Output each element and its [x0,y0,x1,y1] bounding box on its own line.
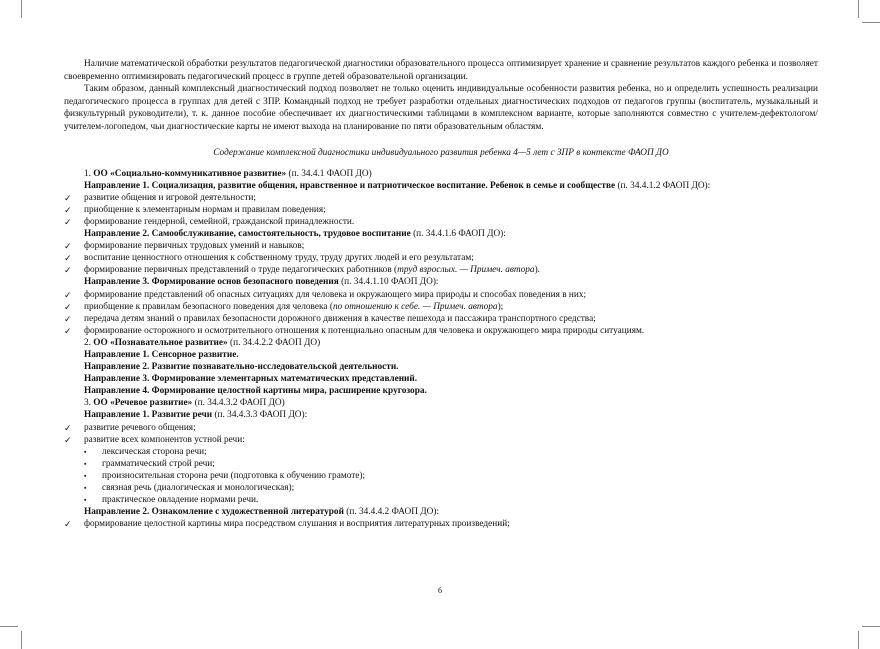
crop-mark-right-top [862,22,880,23]
line-text: развитие общения и игровой деятельности; [84,192,256,203]
check-icon: ✓ [64,301,72,312]
check-icon: ✓ [64,241,72,252]
line-bold-text: ОО «Социально-коммуникативное развитие» [93,168,287,179]
list-item [64,204,818,216]
check-icon: ✓ [64,325,72,336]
line-bold-text: Направление 1. Сенсорное развитие. [84,349,239,360]
check-icon: ✓ [64,313,72,324]
square-bullet-icon: ▪ [84,471,87,480]
line-text: ); [497,301,504,312]
line-text: воспитание ценностного отношения к собственному труду, труду других людей и его результатам; [84,253,474,264]
line-text: (п. 34.4.2.2 ФАОП ДО) [227,337,321,348]
list-item [64,264,818,276]
list-item [64,252,818,264]
list-item [64,240,818,252]
paragraph-2: Таким образом, данный комплексный диагностический подход позволяет не только оценить индивидуальные особенности развития ребенка, но и определить успешность реализации педагогического процесса в группах для детей с ЗПР. Командный подход не требует разработки отдельных диагностических подходов от педагогов группы (воспитатель, музыкальный и физкультурный руководители), т. к. данное пособие обеспечивает их диагностическими таблицами в комплексном варианте, которые заполняются совместно с учителем-дефектологом/учителем-логопедом, чьи диагностические карты не имеют выхода на планирование по пяти образовательным областям. [64,84,818,132]
check-icon: ✓ [64,204,72,215]
heading-line [64,397,818,409]
paragraph-1: Наличие математической обработки результатов педагогической диагностики образовательного процесса оптимизирует хранение и сравнение результатов каждого ребенка и позволяет своевременно оптимизировать педагогический процесс в группе детей образовательной организации. [64,59,818,82]
heading-line [64,180,818,192]
list-item [64,325,818,337]
line-text: развитие речевого общения; [84,422,196,433]
line-bold-text: ОО «Речевое развитие» [93,398,193,409]
heading-line [64,168,818,180]
crop-mark-bottom-right [858,631,859,649]
document-page [64,58,818,530]
line-text: формирование осторожного и осмотрительного отношения к потенциально опасным для человека и окружающего мира природы ситуациям. [84,325,645,336]
line-bold-text: Направление 2. Развитие познавательно-исследовательской деятельности. [84,362,399,373]
line-text: (п. 34.4.1.10 ФАОП ДО): [338,277,439,288]
check-icon: ✓ [64,253,72,264]
square-bullet-icon: ▪ [84,447,87,456]
check-icon: ✓ [64,216,72,227]
list-item [64,470,818,482]
line-bold-text: Направление 3. Формирование основ безопасного поведения [84,277,339,288]
check-icon: ✓ [64,289,72,300]
line-italic-text: труд взрослых. — Примеч. автора [397,265,535,276]
list-item [64,422,818,434]
content-list [64,168,818,531]
heading-line [64,409,818,421]
line-text: (п. 34.4.4.2 ФАОП ДО): [343,507,440,518]
line-text: произносительная сторона речи (подготовка к обучению грамоте); [102,470,366,481]
line-text: 3. [84,398,94,409]
line-text: 1. [84,168,94,179]
crop-mark-right-bottom [862,626,880,627]
line-text: формирование представлений об опасных ситуациях для человека и окружающего мира природы и способах поведения в них; [84,289,587,300]
line-text: формирование гендерной, семейной, гражданской принадлежности. [84,216,355,227]
square-bullet-icon: ▪ [84,496,87,505]
line-text: (п. 34.4.1.2 ФАОП ДО): [615,180,711,191]
line-bold-text: Направление 1. Развитие речи [84,410,213,421]
line-text: 2. [84,337,94,348]
line-text: развитие всех компонентов устной речи: [84,434,245,445]
check-icon: ✓ [64,192,72,203]
line-bold-text: Направление 2. Ознакомление с художественной литературой [84,507,344,518]
heading-line [64,228,818,240]
square-bullet-icon: ▪ [84,484,87,492]
line-text: (п. 34.4.1 ФАОП ДО) [286,168,372,179]
crop-mark-bottom-left [21,631,22,649]
line-bold-text: Направление 1. Социализация, развитие общения, нравственное и патриотическое воспитание. Ребенок в семье и сообществе [84,180,616,191]
section-title: Содержание комплексной диагностики индивидуального развития ребенка 4—5 лет с ЗПР в контексте ФАОП ДО [213,147,669,158]
line-text: связная речь (диалогическая и монологическая); [102,483,295,493]
list-item [64,301,818,313]
line-bold-text: Направление 2. Самообслуживание, самостоятельность, трудовое воспитание [84,229,411,240]
heading-line [64,506,818,518]
line-bold-text: Направление 3. Формирование элементарных математических представлений. [84,374,418,385]
line-text: (п. 34.4.3.2 ФАОП ДО) [192,398,285,409]
line-text: (п. 34.4.3.3 ФАОП ДО): [212,410,308,421]
line-text: формирование целостной картины мира посредством слушания и восприятия литературных произведений; [84,519,510,530]
line-text: приобщение к правилам безопасного поведения для человека ( [84,301,333,312]
heading-line [64,385,818,397]
line-bold-text: Направление 4. Формирование целостной картины мира, расширение кругозора. [84,386,427,397]
list-item [64,494,818,506]
line-text: передача детям знаний о правилах безопасности дорожного движения в качестве пешехода и пассажира транспортного средства; [84,313,596,324]
heading-line [64,373,818,385]
line-text: приобщение к элементарным нормам и правилам поведения; [84,204,326,215]
list-item [64,313,818,325]
crop-mark-left-bottom [0,626,18,627]
check-icon: ✓ [64,422,72,433]
line-text: (п. 34.4.1.6 ФАОП ДО): [410,229,506,240]
check-icon: ✓ [64,519,72,530]
line-text: ). [534,265,540,276]
list-item [64,518,818,530]
list-item [64,446,818,458]
square-bullet-icon: ▪ [84,459,87,468]
crop-mark-top-right [858,0,859,18]
heading-line [64,337,818,349]
heading-line [64,361,818,373]
heading-line [64,276,818,288]
check-icon: ✓ [64,434,72,445]
list-item [64,192,818,204]
line-italic-text: по отношению к себе. — Примеч. автора [332,301,498,312]
list-item [64,434,818,446]
line-text: практическое овладение нормами речи. [102,495,259,506]
heading-line [64,349,818,361]
page-number: 6 [438,586,442,595]
line-text: грамматический строй речи; [102,458,215,469]
list-item [64,216,818,228]
list-item [64,482,818,494]
crop-mark-top-left [21,0,22,18]
line-text: формирование первичных представлений о труде педагогических работников ( [84,265,398,276]
line-bold-text: ОО «Познавательное развитие» [93,337,228,348]
check-icon: ✓ [64,265,72,276]
list-item [64,458,818,470]
list-item [64,289,818,301]
line-text: формирование первичных трудовых умений и навыков; [84,241,305,252]
line-text: лексическая сторона речи; [102,446,207,457]
